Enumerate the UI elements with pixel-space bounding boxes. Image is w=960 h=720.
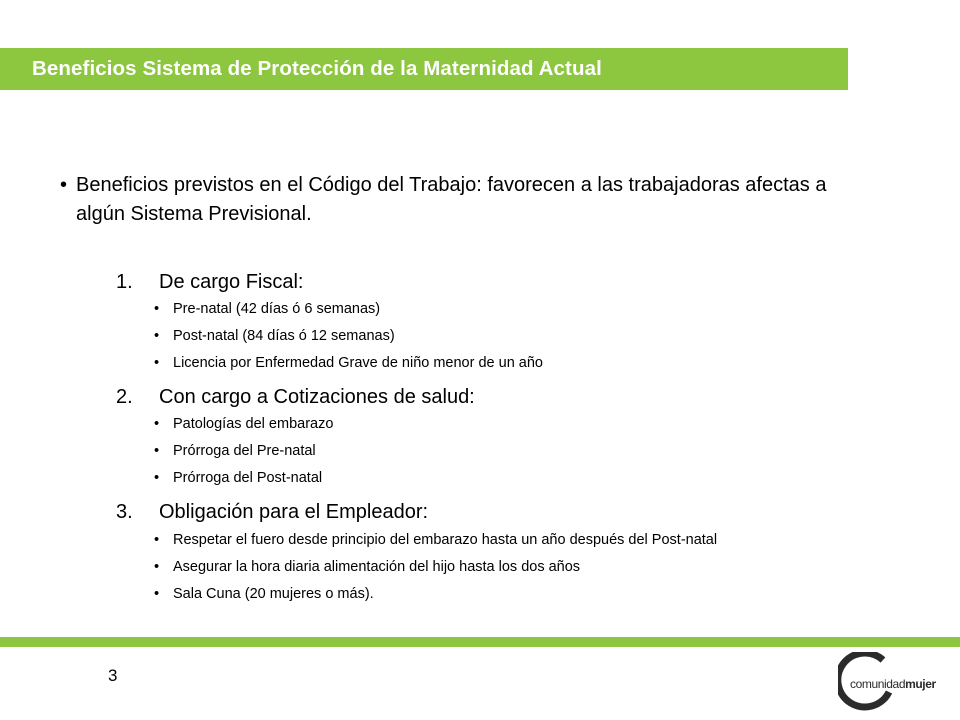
list-item-text: Pre-natal (42 días ó 6 semanas) xyxy=(173,301,381,317)
section-heading-text: Obligación para el Empleador: xyxy=(159,501,429,523)
bullet-marker: • xyxy=(60,174,68,196)
section-heading-fiscal xyxy=(116,269,304,295)
bullet-marker: • xyxy=(154,301,160,317)
footer-bar xyxy=(0,637,960,647)
section-heading-text: Con cargo a Cotizaciones de salud: xyxy=(159,386,475,408)
list-item xyxy=(154,326,395,346)
list-item xyxy=(154,299,380,319)
section-heading-empleador xyxy=(116,499,428,525)
list-item-text: Post-natal (84 días ó 12 semanas) xyxy=(173,328,395,344)
list-item xyxy=(154,353,543,373)
list-item xyxy=(154,584,374,604)
bullet-marker: • xyxy=(154,355,160,371)
comunidadmujer-logo xyxy=(838,652,954,714)
list-item-text: Licencia por Enfermedad Grave de niño menor de un año xyxy=(173,355,543,371)
list-item-text: Respetar el fuero desde principio del embarazo hasta un año después del Post-natal xyxy=(173,532,718,548)
list-item xyxy=(154,557,580,577)
bullet-marker: • xyxy=(154,443,160,459)
list-item xyxy=(154,530,717,550)
logo-text-comunidad: comunidad xyxy=(850,677,906,691)
list-item-text: Prórroga del Pre-natal xyxy=(173,443,316,459)
main-bullet xyxy=(60,171,880,229)
section-heading-text: De cargo Fiscal: xyxy=(159,271,304,293)
list-item xyxy=(154,414,333,434)
bullet-marker: • xyxy=(154,416,160,432)
bullet-marker: • xyxy=(154,328,160,344)
section-heading-salud xyxy=(116,384,475,410)
title-bar xyxy=(0,48,848,90)
list-item-text: Asegurar la hora diaria alimentación del hijo hasta los dos años xyxy=(173,559,581,575)
section-number: 1. xyxy=(116,271,133,293)
main-bullet-text: Beneficios previstos en el Código del Trabajo: favorecen a las trabajadoras afectas a algún Sistema Previsional. xyxy=(76,174,827,225)
bullet-marker: • xyxy=(154,586,160,602)
list-item xyxy=(154,441,316,461)
list-item-text: Prórroga del Post-natal xyxy=(173,470,323,486)
logo-text xyxy=(850,677,937,691)
section-number: 3. xyxy=(116,501,133,523)
section-number: 2. xyxy=(116,386,133,408)
list-item xyxy=(154,468,322,488)
slide-title: Beneficios Sistema de Protección de la Maternidad Actual xyxy=(32,57,602,80)
logo-text-mujer: mujer xyxy=(905,677,936,691)
list-item-text: Sala Cuna (20 mujeres o más). xyxy=(173,586,374,602)
bullet-marker: • xyxy=(154,470,160,486)
bullet-marker: • xyxy=(154,559,160,575)
bullet-marker: • xyxy=(154,532,160,548)
list-item-text: Patologías del embarazo xyxy=(173,416,334,432)
page-number: 3 xyxy=(108,666,118,685)
